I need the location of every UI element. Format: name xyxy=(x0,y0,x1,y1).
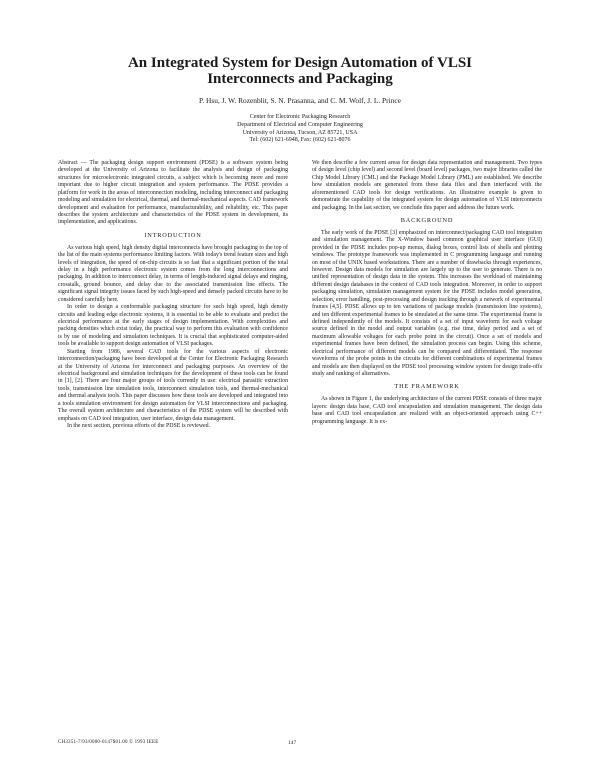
intro-continuation-paragraph: We then describe a few current areas for design data representation and management. Two types of design level (chip level) and second level (board level) packages, two major libraries called the Chip Model Library (CML) and the Package Model Library (PML) are established. We describe how simulation models are generated from these data files and then interfaced with the aforementioned CAD tools for design verifications. An illustrative example is given to demonstrate the capability of the integrated system for design automation of VLSI interconnects and packaging. In the last section, we conclude this paper and address the future work. xyxy=(312,160,542,211)
footer-copyright: CH3351-7/93/0000-0147$01.00 © 1993 IEEE xyxy=(58,740,159,745)
abstract: Abstract — The packaging design support environment (PDSE) is a software system being developed at the University of Arizona to facilitate the analysis and design of packaging structures for microelectronic integrated circuits, a subject which is becoming more and more important due to higher circuit integration and system performance. The PDSE provides a platform for work in the areas of interconnection modeling, including interconnect and packaging modeling and simulation for electrical, thermal, and thermal-mechanical aspects. CAD framework development and evaluation for performance, manufacturability, and reliability, etc. This paper describes the system architecture and characteristics of the PDSE system in development, its implementation, and applications. xyxy=(58,160,288,226)
intro-paragraph: In the next section, previous efforts of the PDSE is reviewed. xyxy=(67,422,211,429)
right-column xyxy=(312,160,542,426)
section-heading-framework: THE FRAMEWORK xyxy=(394,383,460,391)
affiliation-line: Center for Electronic Packaging Research xyxy=(249,114,351,120)
section-heading-background: BACKGROUND xyxy=(400,216,454,224)
paper-title xyxy=(60,55,540,87)
affiliation-line: University of Arizona, Tucson, AZ 85721, USA xyxy=(242,129,358,136)
affiliation-line: Department of Electrical and Computer Engineering xyxy=(237,121,363,128)
page-number: 147 xyxy=(288,740,297,746)
title-line-1: An Integrated System for Design Automation of VLSI xyxy=(127,55,473,71)
abstract-text: The packaging design support environment (PDSE) is a software system being developed at the University of Arizona to facilitate the analysis and design of packaging structures for microelectronic integrated circuits, a subject which is becoming more and more important due to higher circuit integration and system performance. The PDSE provides a platform for work in the areas of interconnection modeling, including interconnect and packaging modeling and simulation for electrical, thermal, and thermal-mechanical aspects. CAD framework development and evaluation for performance, manufacturability, and reliability, etc. This paper describes the system architecture and characteristics of the PDSE system in development, its implementation, and applications. xyxy=(58,160,288,226)
section-heading-introduction: INTRODUCTION xyxy=(144,231,202,239)
left-column xyxy=(58,160,288,430)
author-list: P. Hsu, J. W. Rozenblit, S. N. Prasanna, and C. M. Wolf, J. L. Prince xyxy=(199,96,401,105)
background-paragraph: The early work of the PDSE [3] emphasized on interconnect/packaging CAD tool integration and simulation management. The X-Window based common graphical user interface (GUI) provided in the PDSE includes pop-up menus, dialog boxes, control lists of shells and plotting windows. The prototype framework was implemented in C programming language and running on most of the UNIX based workstations. There are a number of drawbacks through experiences, however. Design data models for simulation are largely up to the user to generate. There is no unified representation of design data in the system. This increases the workload of maintaining different design databases in the context of CAD tools integration. Moreover, in order to support packaging simulation, simulation management system for the PDSE includes model generation, selection, error handling, post-processing and design tracking through a network of experimental frames [4,5]. PDSE allows up to ten variations of package models (transmission line systems), and ten different experimental frames to be simulated at the same time. The experimental frame is defined independently of the models. It consists of a set of input waveform for each voltage source defined in the model and output variables (e.g. rise time, delay period and a set of maximum allowable voltages for each probe point in the circuit). Once a set of models and experimental frames have been defined, the simulation process can begin. Using this scheme, electrical performance of different models can be compared and differentiated. The response waveforms of the probe points in the circuits for different combinations of experimental frames and models are then displayed on the PDSE tool processing window system for design trade-offs study and ranking of alternatives. xyxy=(312,229,542,377)
intro-paragraph: As various high speed, high density digital interconnects have brought packaging to the top of the list of the main systems performance limiting factors. With today's trend feature sizes and high levels of integration, the speed of on-chip circuits is so fast that a significant portion of the total delay in a high performance electronic system comes from the long interconnections and packaging. In addition to interconnect delay, in terms of length-induced signal delays and ringing, crosstalk, ground bounce, and delay due to the associated transmission line effects. The significant signal integrity issues faced by such high-speed and densely packed circuits have to be considered carefully here. xyxy=(58,244,288,303)
intro-paragraph: In order to design a conformable packaging structure for such high speed, high density circuits and leading edge electronic systems, it is essential to be able to evaluate and predict the electrical performance at the early stages of design implementation. With complexities and packing densities which exist today, the practical way to perform this evaluation with confidence is by use of modeling and simulation techniques. It is crucial that sophisticated computer-aided tools be available to support design automation of VLSI packages. xyxy=(58,304,288,348)
framework-paragraph: As shown in Figure 1, the underlying architecture of the current PDSE consists of three major layers: design data base, CAD tool encapsulation and simulation management. The design data base and CAD tool encapsulation are realized with an object-oriented approach using C++ programming language. It is ex- xyxy=(312,396,542,425)
intro-paragraph: Starting from 1986, several CAD tools for the various aspects of electronic interconnection/packaging have been developed at the Center for Electronic Packaging Research at the University of Arizona for interconnect and packaging purposes. An overview of the electrical background and simulation techniques for the development of these tools can be found in [1], [2]. There are four major groups of tools currently in use: electrical parasitic extraction tools, transmission line simulation tools, interconnect simulation tools, and thermal-mechanical and thermal analysis tools. This paper discusses how these tools are developed and integrated into a tools simulation environment for design automation for VLSI interconnections and packaging. The overall system architecture and characteristics of the PDSE system will be described with emphasis on CAD tool integration, user interface, design data management. xyxy=(58,348,288,422)
affiliation-line: Tel: (602) 621-6948, Fax: (602) 621-8076 xyxy=(249,137,351,144)
abstract-label: Abstract xyxy=(58,160,78,166)
affiliation-block xyxy=(100,114,500,145)
title-line-2: Interconnects and Packaging xyxy=(207,71,393,87)
